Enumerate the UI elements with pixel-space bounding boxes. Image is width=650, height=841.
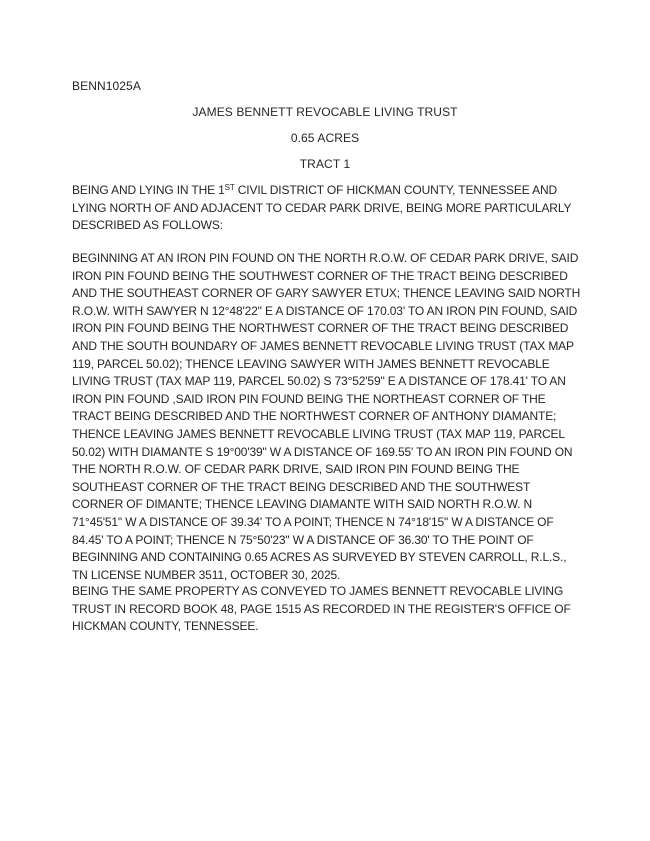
source-of-title-paragraph: BEING THE SAME PROPERTY AS CONVEYED TO JAMES BENNETT REVOCABLE LIVING TRUST IN RECORD BOOK 48, PAGE 1515 AS RECORDED IN THE REGISTER'S OFFICE OF HICKMAN COUNTY, TENNESSEE. (72, 584, 571, 634)
intro-text-after-ordinal: CIVIL DISTRICT OF HICKMAN COUNTY, TENNESSEE AND LYING NORTH OF AND ADJACENT TO CEDAR PARK DRIVE, BEING MORE PARTICULARLY DESCRIBED AS FOLLOWS: (72, 183, 572, 233)
ordinal-suffix: ST (224, 183, 235, 192)
intro-text-before-ordinal: BEING AND LYING IN THE 1 (72, 183, 225, 197)
reference-code: BENN1025A (72, 79, 141, 93)
tract-heading: TRACT 1 (299, 157, 351, 171)
acreage-heading: 0.65 ACRES (290, 131, 360, 145)
intro-paragraph (72, 182, 582, 235)
document-title: JAMES BENNETT REVOCABLE LIVING TRUST (192, 105, 458, 119)
legal-description-paragraph: BEGINNING AT AN IRON PIN FOUND ON THE NORTH R.O.W. OF CEDAR PARK DRIVE, SAID IRON PIN FOUND BEING THE SOUTHWEST CORNER OF THE TRACT BEING DESCRIBED AND THE SOUTHEAST CORNER OF GARY SAWYER ETUX; THENCE LEAVING SAID NORTH R.O.W. WITH SAWYER N 12°48'22" E A DISTANCE OF 170.03' TO AN IRON PIN FOUND, SAID IRON PIN FOUND BEING THE NORTHWEST CORNER OF THE TRACT BEING DESCRIBED AND THE SOUTH BOUNDARY OF JAMES BENNETT REVOCABLE LIVING TRUST (TAX MAP 119, PARCEL 50.02); THENCE LEAVING SAWYER WITH JAMES BENNETT REVOCABLE LIVING TRUST (TAX MAP 119, PARCEL 50.02) S 73°52'59" E A DISTANCE OF 178.41' TO AN IRON PIN FOUND ,SAID IRON PIN FOUND BEING THE NORTHEAST CORNER OF THE TRACT BEING DESCRIBED AND THE NORTHWEST CORNER OF ANTHONY DIAMANTE; THENCE LEAVING JAMES BENNETT REVOCABLE LIVING TRUST (TAX MAP 119, PARCEL 50.02) WITH DIAMANTE S 19°00'39" W A DISTANCE OF 169.55' TO AN IRON PIN FOUND ON THE NORTH R.O.W. OF CEDAR PARK DRIVE, SAID IRON PIN FOUND BEING THE SOUTHEAST CORNER OF THE TRACT BEING DESCRIBED AND THE SOUTHWEST CORNER OF DIMANTE; THENCE LEAVING DIAMANTE WITH SAID NORTH R.O.W. N 71°45'51" W A DISTANCE OF 39.34' TO A POINT; THENCE N 74°18'15" W A DISTANCE OF 84.45' TO A POINT; THENCE N 75°50'23" W A DISTANCE OF 36.30' TO THE POINT OF BEGINNING AND CONTAINING 0.65 ACRES AS SURVEYED BY STEVEN CARROLL, R.L.S., TN LICENSE NUMBER 3511, OCTOBER 30, 2025. (72, 251, 581, 582)
